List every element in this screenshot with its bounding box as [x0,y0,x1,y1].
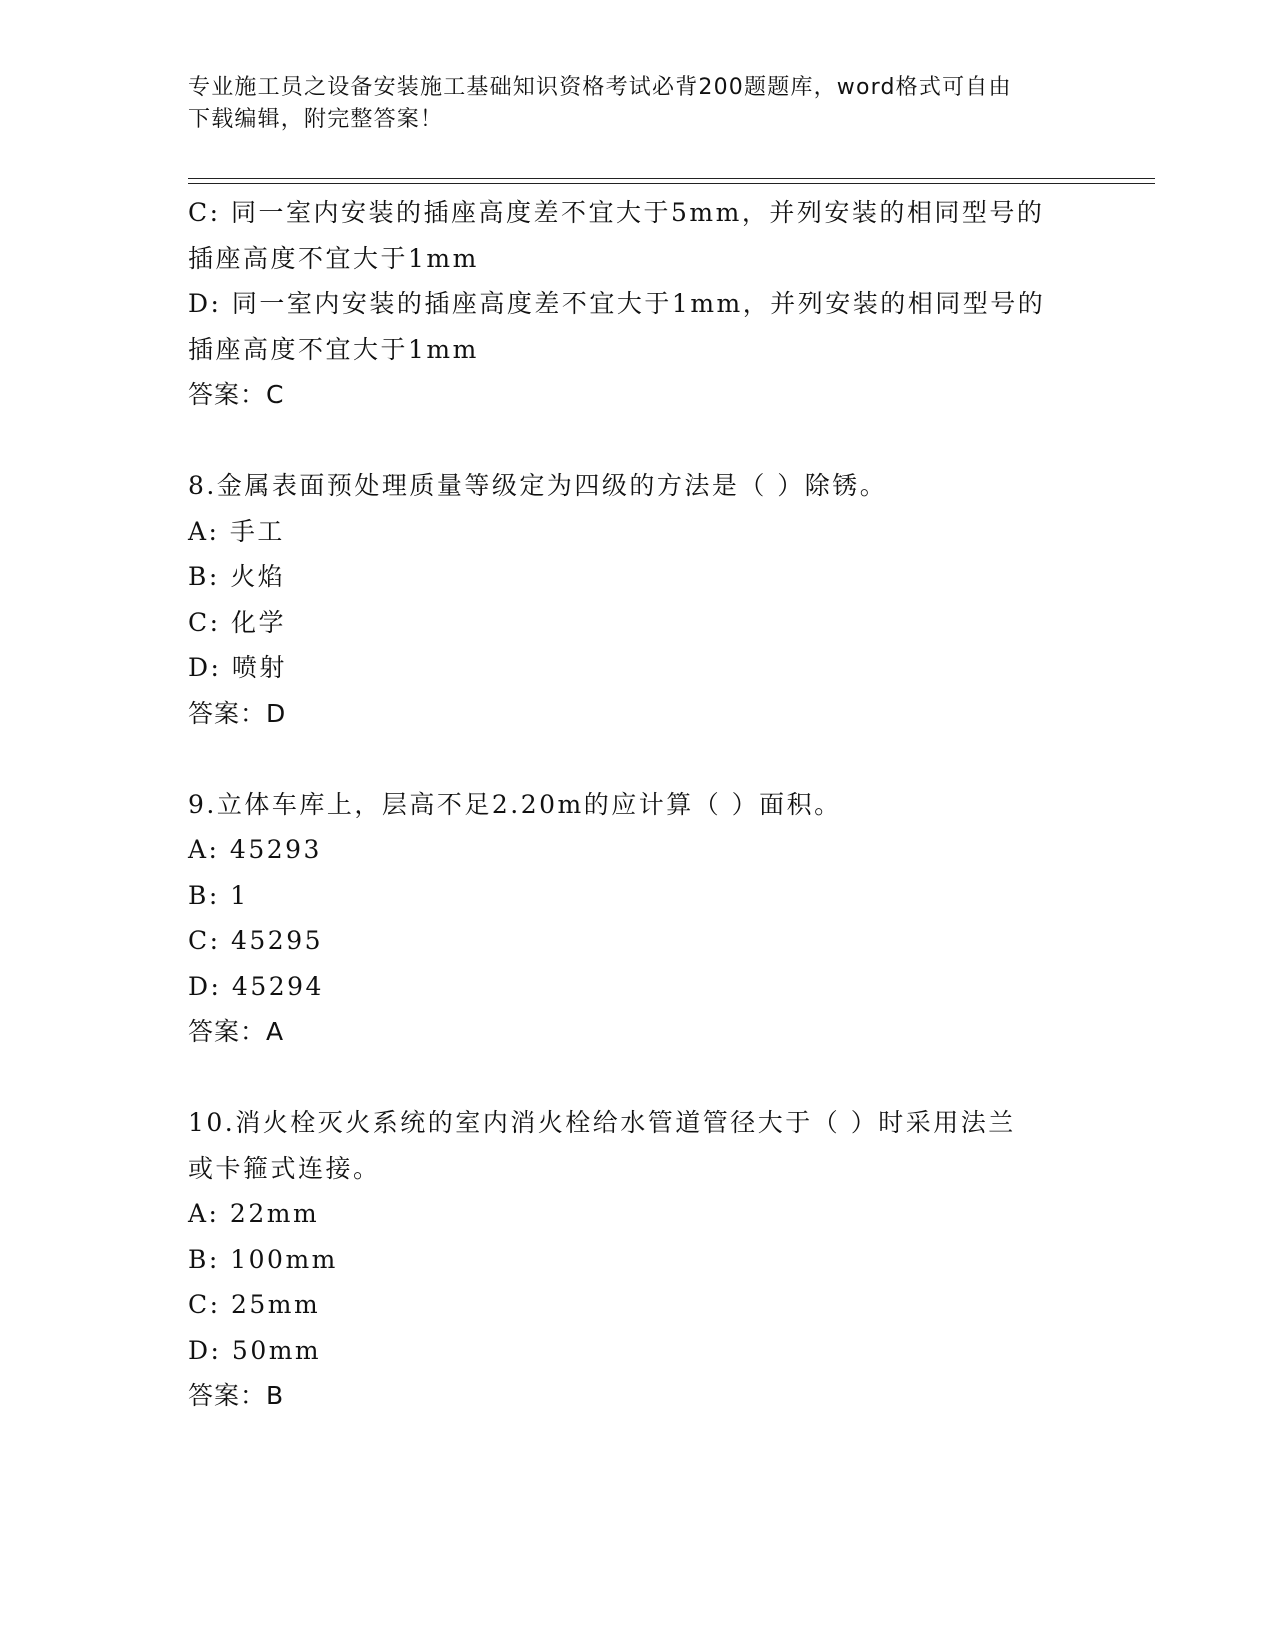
answer: 答案：C [188,380,285,409]
header-rule-bottom [188,183,1155,184]
option-b: B: 100mm [188,1244,338,1274]
header-rule-top [188,178,1155,179]
question-text: 10.消火栓灭火系统的室内消火栓给水管道管径大于（ ）时采用法兰 [188,1108,1016,1137]
question-10 [188,1100,1088,1419]
option-d: D: 同一室内安装的插座高度差不宜大于1mm，并列安装的相同型号的 [188,289,1046,318]
option-c: C: 同一室内安装的插座高度差不宜大于5mm，并列安装的相同型号的 [188,198,1045,227]
document-header [188,72,1068,136]
question-8 [188,463,1088,736]
option-d-continued: 插座高度不宜大于1mm [188,334,479,364]
answer: 答案：B [188,1381,285,1410]
spacer [188,1055,1088,1101]
spacer [188,736,1088,782]
option-b: B: 1 [188,880,249,910]
option-d: D: 50mm [188,1335,322,1365]
header-line-2: 下载编辑，附完整答案！ [188,107,444,132]
option-c-continued: 插座高度不宜大于1mm [188,243,479,273]
header-line-1: 专业施工员之设备安装施工基础知识资格考试必背200题题库，word格式可自由 [188,75,1012,100]
option-d: D: 喷射 [188,653,287,682]
option-b: B: 火焰 [188,562,286,591]
option-a: A: 22mm [188,1199,320,1228]
option-a: A: 45293 [188,835,322,864]
answer: 答案：D [188,698,287,728]
spacer [188,418,1088,464]
question-9 [188,782,1088,1055]
question-text: 8.金属表面预处理质量等级定为四级的方法是（ ）除锈。 [188,471,888,500]
answer: 答案：A [188,1017,285,1046]
option-d: D: 45294 [188,971,324,1001]
option-c: C: 化学 [188,607,286,637]
option-c: C: 45295 [188,926,324,955]
question-text-continued: 或卡箍式连接。 [188,1153,381,1183]
question-list [188,190,1088,1419]
question-text: 9.立体车库上，层高不足2.20m的应计算（ ）面积。 [188,789,842,819]
option-a: A: 手工 [188,516,285,546]
question-7-continued [188,190,1088,418]
option-c: C: 25mm [188,1290,321,1319]
